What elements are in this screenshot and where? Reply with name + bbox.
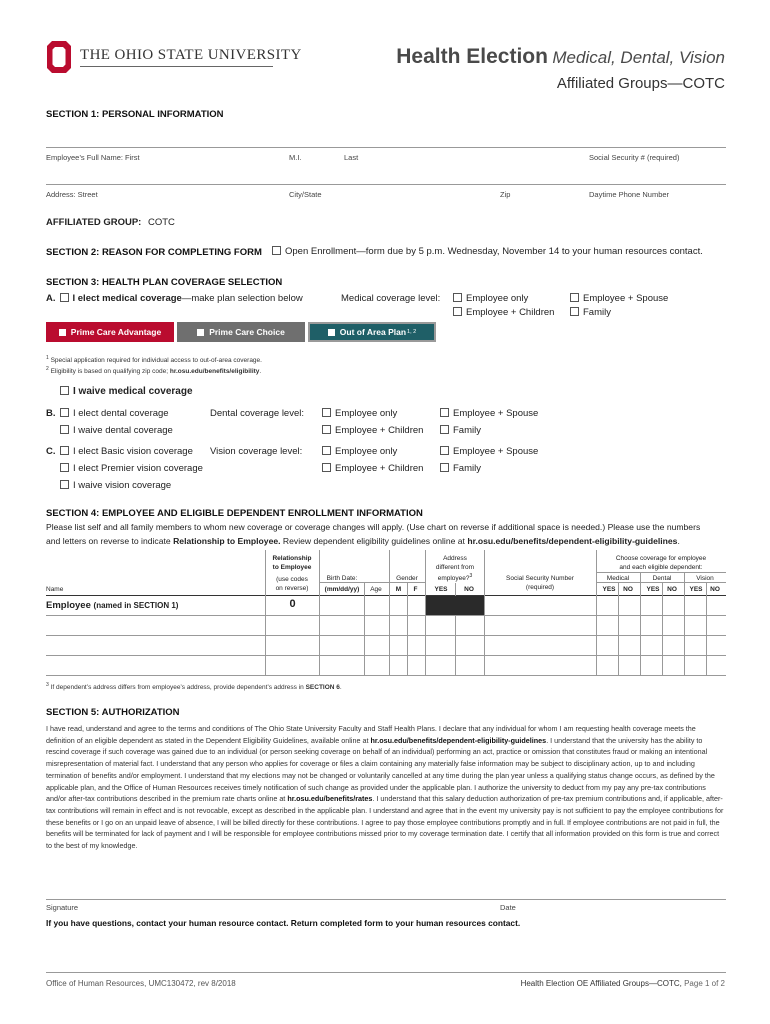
open-enrollment-label: Open Enrollment—form due by 5 p.m. Wednesday, November 14 to your human resources contact. (285, 246, 703, 257)
employee-relationship-code: 0 (289, 598, 296, 610)
plan-label: Prime Care Advantage (70, 327, 162, 337)
col-rel-line: Relationship (272, 555, 312, 562)
section4-title: SECTION 4: EMPLOYEE AND ELIGIBLE DEPENDENT ENROLLMENT INFORMATION (46, 508, 423, 519)
col-address-no: NO (464, 586, 474, 593)
checkbox-icon[interactable] (440, 463, 449, 472)
col-age: Age (370, 586, 382, 593)
field-phone[interactable]: Daytime Phone Number (589, 190, 670, 199)
col-addr-line: Address (443, 555, 467, 562)
table-col-divider (389, 550, 390, 675)
table-col-divider (319, 550, 320, 675)
option-letter-b: B. (46, 408, 56, 419)
col-ssn-line: (required) (525, 584, 555, 591)
section4-intro-line1: Please list self and all family members to whom new coverage or coverage changes will apply. (Use chart on reverse if additional space is needed.) Please use the numbers (46, 522, 701, 532)
field-city-state[interactable]: City/State (289, 190, 322, 199)
footnote-3-end: . (339, 684, 342, 692)
col-medical-no: NO (623, 586, 633, 593)
dental-employee-children[interactable] (322, 425, 423, 436)
dental-family[interactable] (440, 425, 481, 436)
plan-out-of-area[interactable] (308, 322, 436, 342)
footnote-1-sup: 1 (46, 355, 49, 361)
checkbox-icon[interactable] (453, 293, 462, 302)
col-birth-line: (mm/dd/yy) (324, 586, 360, 593)
table-line (46, 595, 726, 596)
field-middle-initial[interactable]: M.I. (289, 153, 302, 162)
table-col-divider (640, 573, 641, 675)
col-birth-date (320, 574, 364, 594)
col-dental-no: NO (667, 586, 677, 593)
checkbox-icon[interactable] (322, 446, 331, 455)
checkbox-icon[interactable] (60, 425, 69, 434)
footer-right (521, 979, 725, 988)
medical-employee-children[interactable] (453, 307, 554, 318)
intro-text: Review dependent eligibility guidelines online at (282, 536, 465, 546)
footer-form-name: Health Election OE Affiliated Groups—COTC, (520, 979, 682, 988)
open-enrollment-checkbox[interactable] (272, 246, 281, 255)
col-ssn (485, 574, 595, 592)
field-ssn[interactable]: Social Security # (required) (589, 153, 680, 162)
col-ssn-line: Social Security Number (506, 575, 574, 582)
col-addr-sup: 3 (469, 573, 473, 579)
col-addr-text: employee? (437, 575, 470, 583)
checkbox-icon[interactable] (60, 480, 69, 489)
checkbox-icon[interactable] (59, 329, 66, 336)
dental-level-label: Dental coverage level: (210, 408, 304, 419)
waive-vision-option[interactable] (60, 480, 171, 491)
elect-dental-option[interactable] (60, 408, 169, 419)
col-relationship (266, 554, 318, 593)
table-line (46, 655, 726, 656)
waive-medical-checkbox[interactable] (60, 386, 69, 395)
dependent-eligibility-link[interactable]: hr.osu.edu/benefits/dependent-eligibility-guidelines (467, 536, 678, 546)
plan-label: Out of Area Plan (339, 327, 407, 337)
col-vision-no: NO (710, 586, 720, 593)
footnote-3 (46, 682, 342, 691)
checkbox-icon[interactable] (328, 329, 335, 336)
form-title-bold: Health Election (396, 45, 548, 68)
col-choose-line: and each eligible dependent: (619, 564, 703, 571)
section1-title: SECTION 1: PERSONAL INFORMATION (46, 109, 224, 120)
elect-premier-vision-option[interactable] (60, 463, 203, 474)
col-choose-line: Choose coverage for employee (615, 555, 707, 562)
option-label: Employee only (335, 408, 398, 419)
col-medical: Medical (606, 575, 630, 582)
plan-label: Prime Care Choice (209, 327, 285, 337)
option-label: Employee only (335, 446, 398, 457)
checkbox-icon[interactable] (453, 307, 462, 316)
option-label: I waive vision coverage (73, 480, 172, 491)
vision-employee-spouse[interactable] (440, 446, 538, 457)
elect-medical-checkbox[interactable] (60, 293, 69, 302)
table-col-divider (596, 550, 597, 675)
checkbox-icon[interactable] (60, 408, 69, 417)
vision-employee-only[interactable] (322, 446, 397, 457)
table-col-divider (706, 583, 707, 675)
footnote-2-text: Eligibility is based on qualifying zip code; (50, 368, 169, 376)
contact-instruction: If you have questions, contact your human resource contact. Return completed form to your human resources contact. (46, 918, 521, 928)
waive-medical-label: I waive medical coverage (73, 386, 193, 397)
table-col-divider (364, 583, 365, 675)
option-letter-c: C. (46, 446, 56, 457)
option-label: Employee + Children (335, 425, 424, 436)
option-label: Employee + Spouse (453, 408, 539, 419)
col-addr-line (427, 572, 483, 583)
option-label: I elect Basic vision coverage (73, 446, 193, 457)
table-line (46, 675, 726, 676)
affiliated-group-label: AFFILIATED GROUP: (46, 217, 142, 228)
col-dental-yes: YES (646, 586, 660, 593)
option-label: Employee + Children (335, 463, 424, 474)
footnote-1 (46, 355, 262, 364)
section2-title: SECTION 2: REASON FOR COMPLETING FORM (46, 247, 262, 258)
table-col-divider (662, 583, 663, 675)
table-line (320, 582, 426, 583)
option-label: Family (583, 307, 611, 318)
authorization-text (46, 723, 726, 852)
intro-bold: Relationship to Employee. (173, 536, 281, 546)
vision-family[interactable] (440, 463, 481, 474)
plan-prime-care-advantage[interactable] (46, 322, 174, 342)
footnote-1-text: Special application required for individual access to out-of-area coverage. (50, 357, 262, 365)
checkbox-icon[interactable] (322, 408, 331, 417)
footnote-3-sup: 3 (46, 682, 49, 688)
section4-intro-line2 (46, 536, 680, 546)
table-col-divider (618, 583, 619, 675)
option-label: Employee only (466, 293, 529, 304)
section3-title: SECTION 3: HEALTH PLAN COVERAGE SELECTION (46, 277, 283, 288)
waive-dental-option[interactable] (60, 425, 173, 436)
authorization-para: . I understand that this salary deduction authorization of pre-tax premium contributions and, if applicable, after-tax contributions will remain in effect and is not revocable, except as described in the applicable plan. I understand and agree that in the event my university pay is not sufficient to pay the employee contributions for these benefits or I go on an unpaid leave of absence, I will be billed directly for these contributions. I agree to pay those employee contributions promptly and in full. If employee contributions are not paid in full, the benefits will be terminated for lack of payment and I will be responsible for employee contributions missed prior to my coverage termination date. I certify that all information provided on this form is true and correct to the best of my knowledge. (46, 794, 724, 851)
col-choose-coverage (596, 554, 726, 572)
col-rel-line: on reverse) (275, 585, 309, 592)
elect-medical-option[interactable] (46, 293, 303, 304)
footnote-3-text: If dependent’s address differs from employee’s address, provide dependent’s address in (50, 684, 304, 692)
date-label: Date (500, 903, 516, 912)
checkbox-icon[interactable] (322, 425, 331, 434)
checkbox-icon[interactable] (60, 463, 69, 472)
rates-link[interactable]: hr.osu.edu/benefits/rates (287, 794, 373, 804)
option-label: Employee + Children (466, 307, 555, 318)
waive-medical-option[interactable] (60, 386, 193, 397)
option-label: Family (453, 463, 481, 474)
dependent-eligibility-link[interactable]: hr.osu.edu/benefits/dependent-eligibility-guidelines (370, 735, 547, 745)
section1-line-mid (46, 184, 726, 185)
medical-employee-only[interactable] (453, 293, 528, 304)
col-vision-yes: YES (689, 586, 703, 593)
eligibility-link[interactable]: hr.osu.edu/benefits/eligibility (169, 368, 260, 376)
checkbox-icon[interactable] (570, 293, 579, 302)
employee-label: Employee (46, 600, 91, 611)
option-label: I elect dental coverage (73, 408, 169, 419)
field-zip[interactable]: Zip (500, 190, 511, 199)
signature-line[interactable] (46, 899, 726, 900)
elect-medical-label-rest: —make plan selection below (181, 293, 303, 304)
elect-medical-label: I elect medical coverage (72, 293, 182, 304)
authorization-para: . I understand that the university has the ability to rescind coverage if such coverage was gained due to an individual (or person seeking coverage on behalf of an individual) performing an act, practice or omission that constitutes fraud or making an intentional misrepresentation of material fact. I understand that any person who applies for coverage or files a claim containing any materially false information may be subject to disciplinary action, up to and including termination of benefits and/or employment. I understand that my elections may not be changed or voluntarily cancelled at any time during the plan year unless a qualifying status change occurs, as defined by the applicable plan, and the Office of Human Resources receives timely notification of such change as provided under the applicable plan. I authorize the university to deduct from my pay any pre-tax contributions and/or after-tax contributions described in the premium rate charts online at (46, 735, 715, 804)
table-line (596, 572, 726, 573)
checkbox-icon[interactable] (440, 446, 449, 455)
checkbox-icon[interactable] (570, 307, 579, 316)
medical-employee-spouse[interactable] (570, 293, 668, 304)
intro-text: and letters on reverse to indicate (46, 536, 171, 546)
table-col-divider (407, 583, 408, 675)
table-line (46, 615, 726, 616)
signature-label: Signature (46, 903, 79, 912)
col-address-yes: YES (434, 586, 448, 593)
col-name: Name (46, 586, 64, 593)
checkbox-icon[interactable] (440, 425, 449, 434)
option-label: Family (453, 425, 481, 436)
table-col-divider (684, 573, 685, 675)
col-dental: Dental (652, 575, 672, 582)
footnote-3-bold: SECTION 6 (305, 684, 340, 692)
col-addr-line: different from (435, 564, 475, 571)
logo-underline (80, 66, 273, 67)
form-subtitle: Affiliated Groups—COTC (556, 75, 725, 92)
option-label: I elect Premier vision coverage (73, 463, 203, 474)
form-title-italic: Medical, Dental, Vision (552, 48, 725, 67)
open-enrollment-option[interactable] (272, 246, 703, 257)
table-line (46, 635, 726, 636)
plan-prime-care-choice[interactable] (177, 322, 305, 342)
checkbox-icon[interactable] (322, 463, 331, 472)
checkbox-icon[interactable] (440, 408, 449, 417)
col-female: F (413, 586, 418, 593)
form-title (396, 45, 725, 69)
dental-employee-spouse[interactable] (440, 408, 538, 419)
col-medical-yes: YES (602, 586, 616, 593)
vision-employee-children[interactable] (322, 463, 423, 474)
section1-line-top (46, 147, 726, 148)
col-male: M (395, 586, 402, 593)
field-street[interactable]: Address: Street (46, 190, 98, 199)
section5-title: SECTION 5: AUTHORIZATION (46, 707, 180, 718)
checkbox-icon[interactable] (60, 446, 69, 455)
vision-level-label: Vision coverage level: (210, 446, 303, 457)
medical-family[interactable] (570, 307, 611, 318)
option-label: Employee + Spouse (453, 446, 539, 457)
option-label: I waive dental coverage (73, 425, 173, 436)
footnote-2-end: . (259, 368, 262, 376)
table-row-employee (46, 600, 178, 611)
footnote-2 (46, 366, 261, 375)
option-label: Employee + Spouse (583, 293, 669, 304)
footer-line (46, 972, 726, 973)
authorization-para: I have read, understand and agree to the terms and conditions of The Ohio State University Faculty and Staff Health Plans. I declare that any individual for whom I am requesting health coverage meets the definition of an eligible dependent as stated in the Dependent Eligibility Guidelines, available online at (46, 724, 696, 745)
osu-logo-icon (46, 40, 72, 74)
table-col-divider (484, 550, 485, 675)
page-number: Page 1 of 2 (684, 979, 725, 988)
footnote-2-sup: 2 (46, 366, 49, 372)
employee-address-shaded (426, 596, 484, 615)
elect-basic-vision-option[interactable] (60, 446, 193, 457)
affiliated-group (46, 217, 175, 228)
employee-label-rest: (named in SECTION 1) (93, 601, 179, 610)
intro-end: . (677, 536, 680, 546)
field-last-name[interactable]: Last (344, 153, 359, 162)
field-first-name[interactable]: Employee’s Full Name: First (46, 153, 140, 162)
checkbox-icon[interactable] (197, 329, 204, 336)
col-birth-line: Birth Date: (326, 575, 358, 582)
affiliated-group-value: COTC (147, 217, 175, 228)
option-letter-a: A. (46, 293, 56, 304)
university-name: THE OHIO STATE UNIVERSITY (80, 47, 302, 63)
col-gender: Gender (396, 575, 418, 582)
col-rel-line: to Employee (272, 564, 312, 571)
table-col-divider (265, 550, 266, 675)
col-rel-line: (use codes (276, 576, 308, 583)
footer-left: Office of Human Resources, UMC130472, rev 8/2018 (46, 979, 236, 988)
col-vision: Vision (696, 575, 714, 582)
col-address-different (427, 554, 483, 583)
plan-footnote-ref: 1, 2 (407, 329, 417, 335)
dental-employee-only[interactable] (322, 408, 397, 419)
medical-level-label: Medical coverage level: (341, 293, 441, 304)
